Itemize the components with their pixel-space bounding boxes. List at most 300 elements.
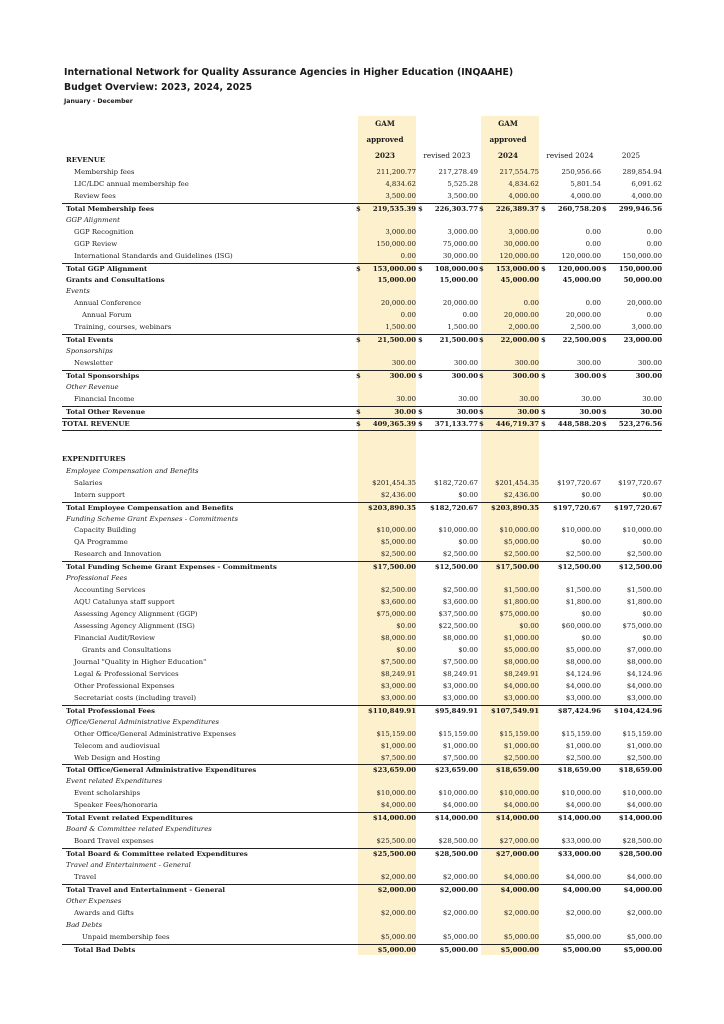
table-row: [62, 705, 662, 717]
cell-value: [539, 788, 601, 799]
cell-number: $8,249.91: [442, 669, 478, 678]
cell-value: [539, 322, 601, 333]
row-label: Total Sponsorships: [66, 372, 140, 381]
table-row: [62, 717, 662, 728]
cell-value: [539, 908, 601, 919]
cell-value: [354, 490, 416, 501]
cell-number: $1,000.00: [503, 741, 539, 750]
cell-number: $201,454.35: [495, 478, 539, 487]
cell-value: [416, 335, 478, 346]
cell-number: $1,800.00: [565, 598, 601, 607]
table-row: [62, 633, 662, 644]
cell-value: [416, 503, 478, 514]
cell-number: 20,000.00: [565, 311, 601, 320]
row-label: Newsletter: [74, 359, 113, 368]
cell-value: [477, 204, 539, 215]
cell-number: 446,719.37: [495, 419, 539, 428]
cell-number: $182,720.67: [430, 503, 478, 512]
cell-value: [354, 275, 416, 286]
row-label: Other Revenue: [66, 383, 119, 392]
row-label: Professional Fees: [66, 574, 128, 583]
currency-symbol: $: [602, 407, 607, 416]
cell-value: [539, 179, 601, 190]
cell-number: $15,159.00: [561, 729, 601, 738]
column-header-line: approved: [489, 135, 527, 144]
cell-value: [600, 525, 662, 536]
cell-number: 211,200.77: [376, 167, 416, 176]
cell-value: [600, 693, 662, 704]
cell-value: [416, 932, 478, 943]
cell-number: $7,000.00: [626, 645, 662, 654]
currency-symbol: $: [418, 204, 423, 213]
cell-value: [539, 872, 601, 883]
table-row: [62, 573, 662, 584]
cell-value: [539, 729, 601, 740]
currency-symbol: $: [602, 419, 607, 428]
cell-number: $25,500.00: [376, 837, 416, 846]
cell-number: $14,000.00: [557, 814, 601, 823]
cell-number: $1,800.00: [503, 598, 539, 607]
row-label: Other Expenses: [66, 896, 122, 905]
table-row: [62, 310, 662, 321]
cell-number: $12,500.00: [618, 563, 662, 572]
cell-number: $2,500.00: [626, 753, 662, 762]
cell-value: [477, 800, 539, 811]
cell-number: 120,000.00: [557, 264, 601, 273]
cell-value: [354, 609, 416, 620]
table-row: [62, 621, 662, 632]
column-header-line: 2023: [374, 151, 395, 160]
cell-number: $18,659.00: [495, 766, 539, 775]
cell-value: [600, 204, 662, 215]
cell-value: [539, 358, 601, 369]
column-header-line: 2024: [497, 151, 518, 160]
cell-value: [477, 371, 539, 382]
cell-number: $0.00: [581, 538, 601, 547]
cell-number: $0.00: [396, 645, 416, 654]
cell-number: $0.00: [581, 490, 601, 499]
cell-number: 0.00: [585, 239, 601, 248]
row-label: Bad Debts: [66, 920, 103, 929]
cell-number: 300.00: [574, 372, 601, 381]
cell-value: [416, 264, 478, 275]
table-row: [62, 406, 662, 418]
cell-number: $4,124.96: [565, 669, 601, 678]
cell-number: $2,500.00: [380, 586, 416, 595]
column-header-line: approved: [366, 135, 404, 144]
cell-number: 300.00: [451, 372, 478, 381]
cell-number: 2,000.00: [508, 323, 539, 332]
cell-number: $3,000.00: [565, 693, 601, 702]
cell-value: [477, 394, 539, 405]
cell-value: [600, 335, 662, 346]
table-row: [62, 788, 662, 799]
cell-number: $8,000.00: [442, 634, 478, 642]
cell-number: $12,500.00: [557, 563, 601, 572]
cell-value: [477, 537, 539, 548]
cell-number: 30.00: [640, 407, 662, 416]
cell-number: $12,500.00: [434, 563, 478, 572]
cell-number: $4,124.96: [626, 669, 662, 678]
cell-number: $2,436.00: [380, 490, 416, 499]
cell-number: $2,000.00: [377, 885, 416, 894]
cell-value: [477, 813, 539, 824]
cell-value: [416, 191, 478, 202]
cell-value: [477, 358, 539, 369]
cell-value: [539, 693, 601, 704]
cell-value: [600, 729, 662, 740]
cell-value: [354, 885, 416, 896]
cell-value: [477, 885, 539, 896]
cell-number: 22,000.00: [500, 336, 539, 345]
currency-symbol: $: [418, 264, 423, 273]
cell-value: [477, 407, 539, 418]
cell-value: [477, 525, 539, 536]
cell-value: [416, 908, 478, 919]
column-header-line: 2025: [621, 151, 641, 160]
cell-value: [416, 765, 478, 776]
cell-number: 226,303.77: [434, 204, 478, 213]
cell-number: $95,849.91: [434, 706, 478, 715]
cell-number: $104,424.96: [614, 706, 662, 715]
currency-symbol: $: [479, 336, 484, 345]
table-row: [62, 275, 662, 286]
cell-value: [477, 621, 539, 632]
cell-number: 6,091.62: [631, 179, 662, 188]
cell-number: 50,000.00: [623, 275, 662, 284]
cell-number: $4,000.00: [562, 885, 601, 894]
cell-number: $4,000.00: [503, 801, 539, 810]
cell-number: $8,000.00: [380, 634, 416, 642]
cell-value: [600, 836, 662, 847]
cell-number: $14,000.00: [618, 814, 662, 823]
cell-number: $2,500.00: [503, 550, 539, 559]
row-label: EXPENDITURES: [62, 454, 126, 463]
row-label: Sponsorships: [66, 347, 113, 356]
cell-value: [416, 549, 478, 560]
cell-number: $10,000.00: [499, 789, 539, 798]
table-row: [62, 884, 662, 896]
cell-number: 150,000.00: [376, 239, 416, 248]
currency-symbol: $: [356, 407, 361, 416]
row-label: Employee Compensation and Benefits: [66, 466, 199, 475]
table-row: [62, 227, 662, 238]
cell-value: [416, 706, 478, 717]
table-row: [62, 872, 662, 883]
cell-value: [477, 609, 539, 620]
cell-value: [477, 932, 539, 943]
cell-number: $10,000.00: [376, 526, 416, 535]
cell-number: 20,000.00: [503, 311, 539, 320]
cell-value: [477, 765, 539, 776]
cell-value: [600, 394, 662, 405]
cell-number: $4,000.00: [565, 873, 601, 881]
cell-value: [600, 813, 662, 824]
cell-value: [416, 585, 478, 596]
cell-number: $2,000.00: [503, 908, 539, 917]
table-row: [62, 561, 662, 573]
cell-number: $5,000.00: [439, 945, 478, 954]
row-label: Financial Income: [74, 395, 135, 403]
cell-number: $2,000.00: [439, 885, 478, 894]
cell-value: [416, 800, 478, 811]
cell-value: [539, 706, 601, 717]
cell-number: $27,000.00: [495, 850, 539, 859]
table-row: [62, 215, 662, 226]
row-label: Travel: [74, 873, 97, 881]
cell-number: $3,000.00: [626, 693, 662, 702]
table-row: [62, 657, 662, 668]
table-row: [62, 753, 662, 764]
cell-number: $110,849.91: [368, 706, 416, 715]
currency-symbol: $: [418, 407, 423, 416]
cell-number: $3,000.00: [380, 693, 416, 702]
cell-number: 30.00: [456, 407, 478, 416]
currency-symbol: $: [541, 419, 546, 428]
cell-number: 30.00: [579, 407, 601, 416]
cell-number: $0.00: [458, 538, 478, 547]
table-row: [62, 263, 662, 275]
cell-number: $3,000.00: [503, 693, 539, 702]
currency-symbol: $: [418, 419, 423, 428]
cell-number: $4,000.00: [380, 801, 416, 810]
cell-number: 300.00: [635, 372, 662, 381]
cell-value: [416, 394, 478, 405]
cell-value: [600, 264, 662, 275]
cell-value: [416, 204, 478, 215]
cell-value: [477, 753, 539, 764]
cell-value: [477, 633, 539, 644]
cell-value: [354, 407, 416, 418]
cell-value: [600, 621, 662, 632]
row-label: Total Events: [66, 336, 114, 345]
cell-value: [539, 633, 601, 644]
cell-number: 120,000.00: [499, 251, 539, 260]
cell-number: $23,659.00: [434, 766, 478, 775]
cell-value: [539, 753, 601, 764]
cell-number: 3,000.00: [631, 323, 662, 332]
cell-value: [354, 549, 416, 560]
cell-value: [354, 562, 416, 573]
cell-value: [477, 706, 539, 717]
cell-number: $203,890.35: [368, 503, 416, 512]
cell-number: $2,500.00: [442, 586, 478, 595]
cell-number: $4,000.00: [565, 801, 601, 810]
row-label: Assessing Agency Alignment (ISG): [74, 622, 195, 631]
cell-value: [416, 407, 478, 418]
cell-number: $5,000.00: [626, 932, 662, 941]
cell-number: 300.00: [576, 359, 601, 368]
row-label: Total Board & Committee related Expenditures: [66, 850, 248, 859]
table-row: [62, 609, 662, 620]
currency-symbol: $: [479, 407, 484, 416]
document-period: January - December: [64, 98, 133, 105]
cell-number: $60,000.00: [561, 622, 601, 631]
cell-number: 300.00: [389, 372, 416, 381]
cell-number: $4,000.00: [623, 885, 662, 894]
currency-symbol: $: [479, 264, 484, 273]
cell-number: $8,249.91: [380, 669, 416, 678]
cell-number: $182,720.67: [434, 478, 478, 487]
cell-value: [600, 741, 662, 752]
cell-value: [416, 562, 478, 573]
cell-number: $27,000.00: [499, 837, 539, 846]
cell-number: 5,525.28: [447, 179, 478, 188]
cell-value: [477, 191, 539, 202]
row-label: Event related Expenditures: [66, 777, 163, 786]
cell-value: [416, 597, 478, 608]
row-label: Training, courses, webinars: [74, 323, 172, 332]
cell-value: [539, 945, 601, 956]
cell-value: [354, 908, 416, 919]
cell-number: $8,000.00: [626, 657, 662, 666]
cell-number: $7,500.00: [380, 753, 416, 762]
table-row: [62, 681, 662, 692]
table-row: [62, 286, 662, 297]
table-row: [62, 812, 662, 824]
table-row: [62, 502, 662, 514]
cell-number: 30.00: [642, 395, 662, 403]
row-label: Funding Scheme Grant Expenses - Commitments: [66, 514, 239, 523]
cell-number: $2,000.00: [442, 873, 478, 881]
cell-value: [354, 729, 416, 740]
cell-value: [416, 537, 478, 548]
cell-number: 21,500.00: [439, 336, 478, 345]
cell-number: $0.00: [519, 622, 539, 631]
cell-value: [477, 490, 539, 501]
row-label: Total Office/General Administrative Expenditures: [66, 766, 257, 775]
cell-value: [539, 537, 601, 548]
cell-value: [354, 525, 416, 536]
cell-number: $22,500.00: [438, 622, 478, 631]
row-label: Financial Audit/Review: [74, 634, 155, 642]
cell-number: 30.00: [396, 395, 416, 403]
currency-symbol: $: [541, 407, 546, 416]
cell-number: $197,720.67: [618, 478, 662, 487]
row-label: GGP Alignment: [66, 215, 120, 224]
row-label: GGP Review: [74, 239, 118, 248]
table-row: [62, 155, 662, 166]
cell-number: $2,000.00: [380, 873, 416, 881]
row-label: Grants and Consultations: [82, 645, 171, 654]
cell-value: [600, 371, 662, 382]
cell-value: [416, 788, 478, 799]
cell-value: [600, 908, 662, 919]
cell-number: $3,600.00: [380, 598, 416, 607]
cell-value: [354, 191, 416, 202]
cell-number: 300.00: [512, 372, 539, 381]
cell-number: 2,500.00: [570, 323, 601, 332]
cell-number: 4,834.62: [508, 179, 539, 188]
cell-number: $203,890.35: [491, 503, 539, 512]
cell-number: $1,000.00: [442, 741, 478, 750]
cell-number: 300.00: [391, 359, 416, 368]
cell-number: $33,000.00: [557, 850, 601, 859]
cell-value: [354, 681, 416, 692]
row-label: QA Programme: [74, 538, 128, 547]
cell-number: 217,554.75: [499, 167, 539, 176]
row-label: Salaries: [74, 478, 103, 487]
cell-value: [539, 275, 601, 286]
cell-number: $5,000.00: [503, 645, 539, 654]
cell-value: [416, 371, 478, 382]
cell-value: [600, 179, 662, 190]
cell-value: [354, 836, 416, 847]
cell-value: [600, 753, 662, 764]
cell-number: 120,000.00: [561, 251, 601, 260]
cell-value: [354, 264, 416, 275]
cell-value: [600, 706, 662, 717]
cell-number: $10,000.00: [622, 526, 662, 535]
cell-number: $75,000.00: [622, 622, 662, 631]
cell-number: $33,000.00: [561, 837, 601, 846]
cell-number: 20,000.00: [626, 299, 662, 308]
cell-number: $2,500.00: [503, 753, 539, 762]
cell-value: [600, 657, 662, 668]
cell-value: [354, 419, 416, 430]
cell-number: $1,500.00: [503, 586, 539, 595]
cell-value: [416, 167, 478, 178]
row-label: Speaker Fees/honoraria: [74, 801, 158, 810]
row-label: Total Travel and Entertainment - General: [66, 885, 226, 894]
cell-number: $8,249.91: [503, 669, 539, 678]
cell-value: [354, 167, 416, 178]
table-row: [62, 525, 662, 536]
cell-value: [600, 275, 662, 286]
cell-number: 4,000.00: [570, 191, 601, 200]
cell-value: [600, 945, 662, 956]
cell-value: [354, 800, 416, 811]
cell-number: $3,600.00: [442, 598, 478, 607]
cell-value: [600, 490, 662, 501]
currency-symbol: $: [418, 372, 423, 381]
row-label: Annual Conference: [74, 299, 142, 308]
currency-symbol: $: [602, 336, 607, 345]
cell-number: $15,159.00: [438, 729, 478, 738]
row-label: International Standards and Guidelines (ISG): [74, 251, 233, 260]
cell-value: [416, 358, 478, 369]
cell-number: $10,000.00: [561, 526, 601, 535]
table-row: [62, 860, 662, 871]
cell-value: [539, 167, 601, 178]
cell-number: $0.00: [642, 490, 662, 499]
cell-number: 4,000.00: [631, 191, 662, 200]
cell-value: [416, 885, 478, 896]
cell-number: $10,000.00: [499, 526, 539, 535]
cell-number: 289,854.94: [622, 167, 662, 176]
cell-value: [539, 849, 601, 860]
cell-value: [354, 322, 416, 333]
table-row: [62, 251, 662, 262]
table-row: [62, 537, 662, 548]
cell-value: [539, 371, 601, 382]
cell-value: [416, 179, 478, 190]
cell-number: $15,159.00: [376, 729, 416, 738]
cell-number: 15,000.00: [439, 275, 478, 284]
cell-number: $0.00: [581, 634, 601, 642]
row-label: GGP Recognition: [74, 227, 134, 236]
cell-value: [539, 419, 601, 430]
cell-value: [477, 251, 539, 262]
cell-number: 45,000.00: [500, 275, 539, 284]
cell-value: [416, 681, 478, 692]
spacer-row: [62, 442, 662, 453]
cell-number: $4,000.00: [565, 681, 601, 690]
cell-value: [354, 633, 416, 644]
cell-value: [539, 191, 601, 202]
cell-value: [416, 813, 478, 824]
cell-number: $5,000.00: [503, 538, 539, 547]
